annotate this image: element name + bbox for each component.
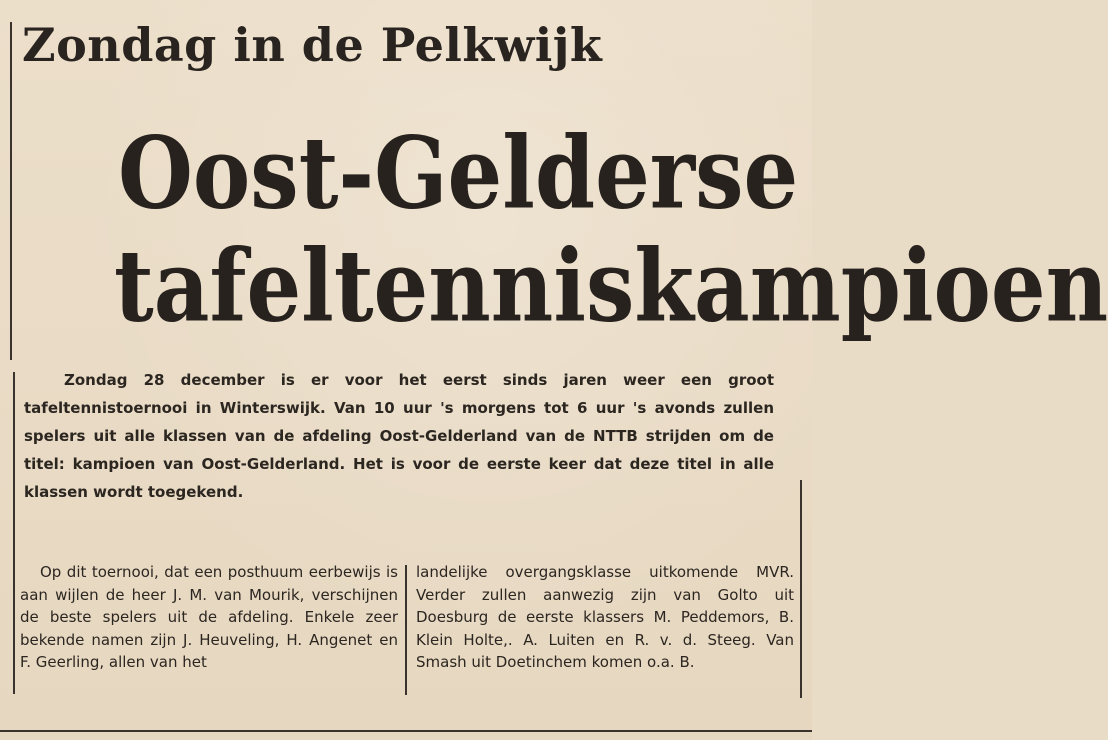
kicker-headline: Zondag in de Pelkwijk: [22, 18, 603, 72]
headline-line-2: tafeltenniskampioen: [114, 228, 1108, 345]
lead-paragraph: Zondag 28 december is er voor het eerst sinds jaren weer een groot tafeltennistoernooi in Winterswijk. Van 10 uur 's morgens tot 6 uur 's avonds zullen spelers uit alle klassen van de afdeling Oost-Gelderland van de NTTB strijden om de titel: kampioen van Oost-Gelderland. Het is voor de eerste keer dat deze titel in alle klassen wordt toegekend.: [24, 371, 774, 501]
left-border-rule: [10, 22, 12, 360]
right-border-rule: [800, 480, 802, 698]
headline-line-1: Oost-Gelderse: [118, 115, 799, 232]
column-divider: [405, 565, 407, 695]
main-headline: [114, 115, 1108, 345]
body-column-2: landelijke overgangsklasse uitkomende MVR. Verder zullen aanwezig zijn van Golto uit Doesburg de eerste klassers M. Peddemors, B. Klein Holte,. A. Luiten en R. v. d. Steeg. Van Smash uit Doetinchem komen o.a. B.: [416, 563, 794, 671]
bottom-rule: [0, 730, 812, 732]
body-column-1: Op dit toernooi, dat een posthuum eerbewijs is aan wijlen de heer J. M. van Mourik, verschijnen de beste spelers uit de afdeling. Enkele zeer bekende namen zijn J. Heuveling, H. Angenet en F. Geerling, allen van het: [20, 563, 398, 671]
left-border-rule-lower: [13, 372, 15, 694]
